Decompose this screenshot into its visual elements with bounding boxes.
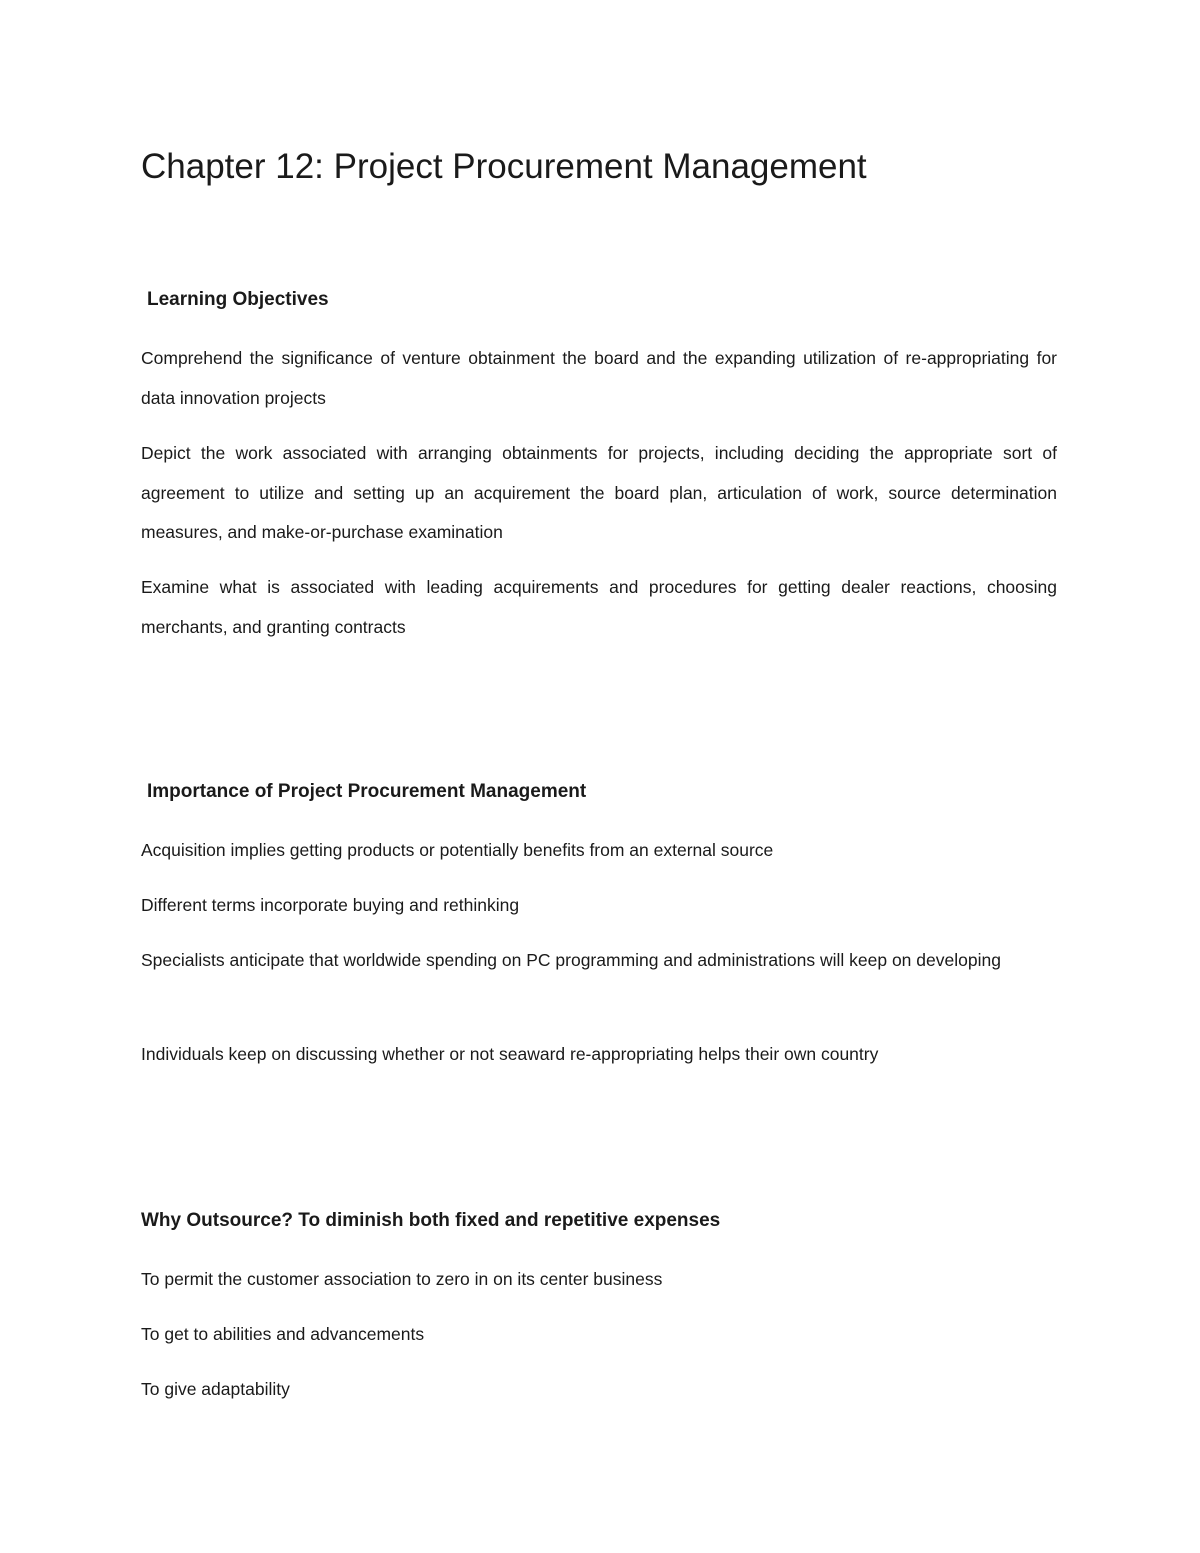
paragraph: Acquisition implies getting products or potentially benefits from an external source <box>141 840 774 860</box>
paragraph: To get to abilities and advancements <box>141 1324 425 1344</box>
paragraph: Individuals keep on discussing whether or not seaward re-appropriating helps their own country <box>141 1044 879 1064</box>
section-heading-importance: Importance of Project Procurement Management <box>147 781 587 802</box>
paragraph: Specialists anticipate that worldwide spending on PC programming and administrations will keep on developing <box>141 950 1001 970</box>
page-title: Chapter 12: Project Procurement Management <box>141 147 867 186</box>
paragraph: Comprehend the significance of venture obtainment the board and the expanding utilization of re-appropriating for data innovation projects <box>141 348 1057 408</box>
paragraph: To permit the customer association to zero in on its center business <box>141 1269 663 1289</box>
paragraph: To give adaptability <box>141 1379 290 1399</box>
section-heading-learning-objectives: Learning Objectives <box>147 289 329 310</box>
paragraph: Depict the work associated with arranging obtainments for projects, including deciding the appropriate sort of agreement to utilize and setting up an acquirement the board plan, articulation of work, source determination measures, and make-or-purchase examination <box>141 443 1057 542</box>
section-heading-why-outsource: Why Outsource? To diminish both fixed and repetitive expenses <box>141 1210 721 1231</box>
paragraph: Different terms incorporate buying and rethinking <box>141 895 520 915</box>
paragraph: Examine what is associated with leading acquirements and procedures for getting dealer reactions, choosing merchants, and granting contracts <box>141 577 1057 637</box>
